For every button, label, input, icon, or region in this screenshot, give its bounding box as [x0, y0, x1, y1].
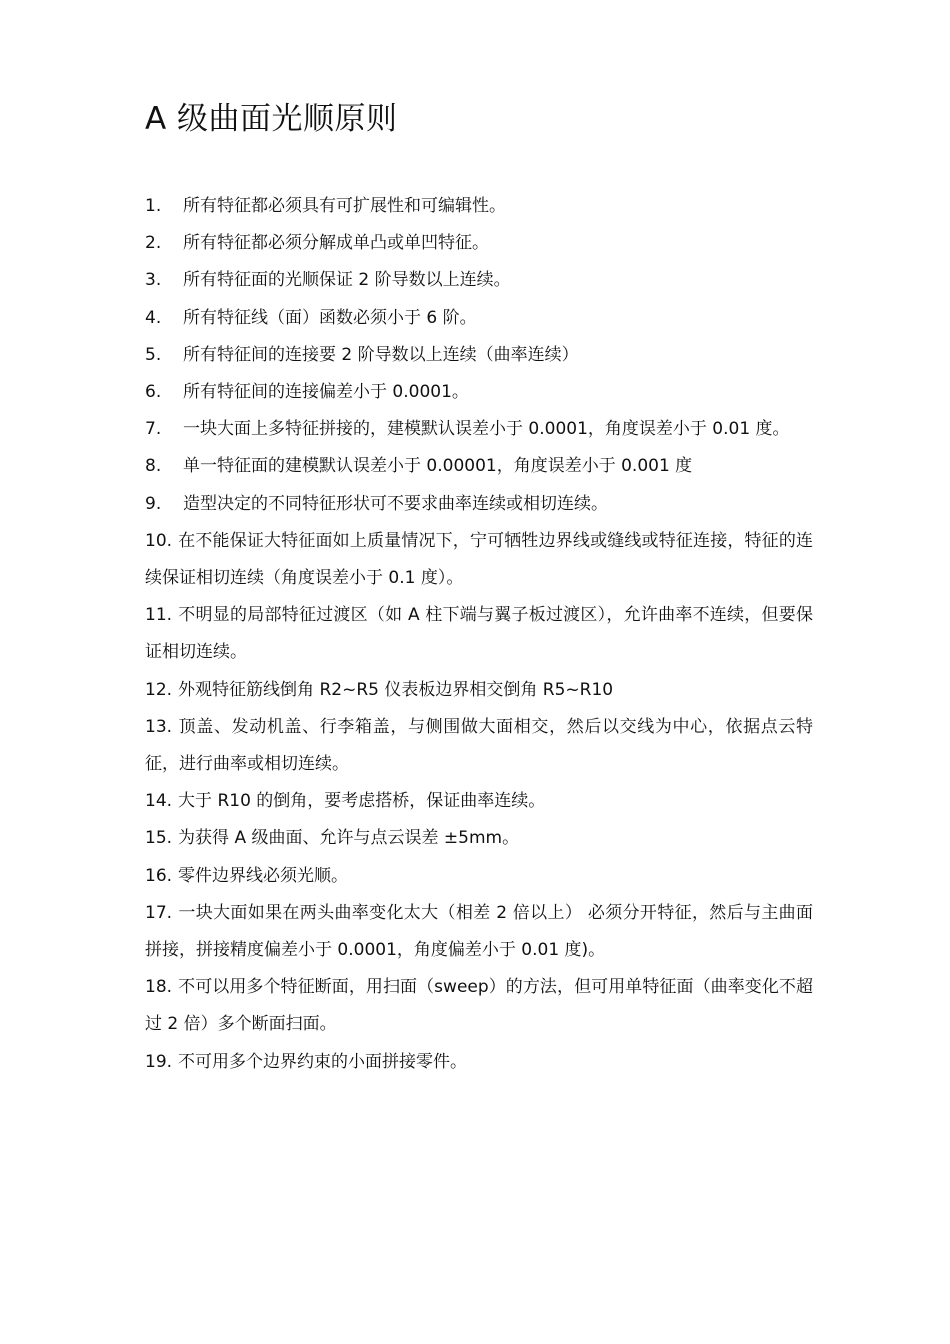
rule-text: 一块大面如果在两头曲率变化太大（相差 2 倍以上） 必须分开特征，然后与主曲面拼接，拼接精度偏差小于 0.0001，角度偏差小于 0.01 度)。: [145, 902, 813, 961]
rule-number: 13.: [145, 716, 173, 737]
rule-text: 所有特征都必须具有可扩展性和可编辑性。: [183, 196, 506, 216]
rule-number: 11.: [145, 605, 173, 626]
rule-text: 单一特征面的建模默认误差小于 0.00001，角度误差小于 0.001 度: [183, 456, 693, 477]
rule-number: 15.: [145, 828, 173, 849]
rule-number: 18.: [145, 977, 173, 998]
rule-item-9: [145, 486, 813, 523]
rule-text: 所有特征间的连接要 2 阶导数以上连续（曲率连续）: [183, 344, 579, 365]
rule-number: 4.: [145, 307, 162, 328]
rule-text: 不可用多个边界约束的小面拼接零件。: [178, 1051, 468, 1072]
rule-item-1: [145, 188, 813, 225]
rule-text: 不可以用多个特征断面，用扫面（sweep）的方法，但可用单特征面（曲率变化不超过 2 倍）多个断面扫面。: [145, 977, 813, 1035]
rule-text: 在不能保证大特征面如上质量情况下，宁可牺牲边界线或缝线或特征连接，特征的连续保证相切连续（角度误差小于 0.1 度）。: [145, 530, 813, 589]
rule-item-3: [145, 262, 813, 299]
rule-number: 7.: [145, 419, 162, 440]
rule-text: 大于 R10 的倒角，要考虑搭桥，保证曲率连续。: [178, 791, 546, 812]
rule-text: 顶盖、发动机盖、行李箱盖，与侧围做大面相交，然后以交线为中心，依据点云特征，进行曲率或相切连续。: [145, 716, 813, 775]
rule-text: 所有特征间的连接偏差小于 0.0001。: [183, 382, 469, 403]
rule-number: 10.: [145, 530, 173, 551]
rule-item-8: [145, 448, 813, 485]
rule-item-12: [145, 672, 813, 709]
rule-text: 所有特征都必须分解成单凸或单凹特征。: [183, 233, 489, 254]
rule-text: 所有特征面的光顺保证 2 阶导数以上连续。: [183, 270, 511, 291]
rule-text: 造型决定的不同特征形状可不要求曲率连续或相切连续。: [183, 493, 608, 514]
rule-text: 零件边界线必须光顺。: [178, 865, 349, 886]
rule-item-7: [145, 411, 813, 448]
rule-item-14: [145, 783, 813, 820]
rule-number: 1.: [145, 196, 162, 216]
rule-item-16: [145, 858, 813, 895]
rule-number: 16.: [145, 865, 173, 886]
rule-item-5: [145, 337, 813, 374]
rule-text: 一块大面上多特征拼接的，建模默认误差小于 0.0001，角度误差小于 0.01 度。: [183, 419, 790, 440]
rule-text: 不明显的局部特征过渡区（如 A 柱下端与翼子板过渡区），允许曲率不连续，但要保证相切连续。: [145, 605, 813, 663]
rules-list: [145, 188, 813, 1081]
rule-number: 9.: [145, 493, 162, 514]
rule-item-4: [145, 300, 813, 337]
rule-number: 6.: [145, 382, 162, 403]
rule-item-6: [145, 374, 813, 411]
rule-number: 8.: [145, 456, 162, 477]
rule-item-13: [145, 709, 813, 783]
rule-item-11: [145, 597, 813, 671]
rule-item-2: [145, 225, 813, 262]
rule-number: 14.: [145, 791, 173, 812]
rule-item-15: [145, 820, 813, 857]
rule-item-17: [145, 895, 813, 969]
rule-item-18: [145, 969, 813, 1043]
rule-number: 2.: [145, 233, 162, 254]
rule-number: 19.: [145, 1051, 173, 1072]
rule-number: 5.: [145, 344, 162, 365]
rule-number: 3.: [145, 270, 162, 291]
rule-text: 外观特征筋线倒角 R2~R5 仪表板边界相交倒角 R5~R10: [178, 679, 614, 700]
rule-item-10: [145, 523, 813, 597]
rule-number: 17.: [145, 902, 173, 923]
rule-number: 12.: [145, 679, 173, 700]
rule-item-19: [145, 1044, 813, 1081]
document-title: A 级曲面光顺原则: [145, 101, 398, 137]
rule-text: 为获得 A 级曲面、允许与点云误差 ±5mm。: [178, 828, 520, 849]
rule-text: 所有特征线（面）函数必须小于 6 阶。: [183, 307, 477, 328]
